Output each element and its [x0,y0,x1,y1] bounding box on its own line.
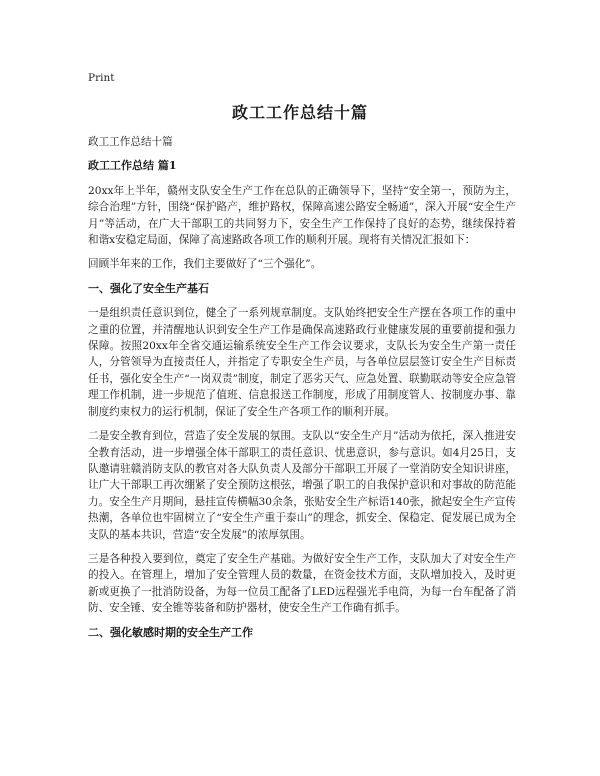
paragraph-responsibility: 一是组织责任意识到位，健全了一系列规章制度。支队始终把安全生产摆在各项工作的重中之重的位置，并清醒地认识到安全生产工作是确保高速路政行业健康发展的重要前提和强力保障。按照20xx年全省交通运输系统安全生产工作会议要求，支队长为安全生产第一责任人，分管领导为直接责任人，并指定了专职安全生产员，与各单位层层签订安全生产目标责任书，强化安全生产“一岗双责”制度，制定了恶劣天气、应急处置、联勤联动等安全应急管理工作机制，进一步规范了值班、信息报送工作制度，形成了用制度管人、按制度办事、靠制度约束权力的运行机制，保证了安全生产各项工作的顺利开展。 [88,307,516,418]
document-title: 政工工作总结十篇 [231,103,368,122]
document-subtitle: 政工工作总结十篇 [88,136,173,148]
paragraph-investment: 三是各种投入要到位，奠定了安全生产基础。为做好安全生产工作，支队加大了对安全生产的投入。在管理上，增加了安全管理人员的数量，在资金技术方面，支队增加投入，及时更新或更换了一批消防设备，为每一位员工配备了LED远程强光手电筒，为每一台车配备了消防、安全锤、安全锥等装备和防护器材，使安全生产工作确有抓手。 [88,552,516,615]
paragraph-summary: 回顾半年来的工作，我们主要做好了“三个强化”。 [88,258,322,271]
heading-two: 二、强化敏感时期的安全生产工作 [88,625,253,639]
section-heading: 政工工作总结 篇1 [88,159,177,173]
paragraph-intro: 20xx年上半年，赣州支队安全生产工作在总队的正确领导下，坚持“安全第一，预防为主，综合治理”方针，围绕“保护路产，维护路权，保障高速公路安全畅通”，深入开展“安全生产月”等活动，在广大干部职工的共同努力下，安全生产工作保持了良好的态势，继续保持着和谐x安稳定局面，保障了高速路政各项工作的顺利开展。现将有关情况汇报如下： [88,184,516,247]
heading-one: 一、强化了安全生产基石 [88,281,209,295]
document-body [88,134,516,649]
print-label: Print [88,72,115,84]
paragraph-education: 二是安全教育到位，营造了安全发展的氛围。支队以“安全生产月”活动为依托，深入推进安全教育活动，进一步增强全体干部职工的责任意识、忧患意识，参与意识。如4月25日，支队邀请驻赣消防支队的教官对各大队负责人及部分干部职工开展了一堂消防安全知识讲座，让广大干部职工再次绷紧了安全预防这根弦，增强了职工的自我保护意识和对事故的防范能力。安全生产月期间，悬挂宣传横幅30余条，张贴安全生产标语140张，掀起安全生产宣传热潮，各单位也牢固树立了“安全生产重于泰山”的理念，抓安全、保稳定、促发展已成为全支队的基本共识，营造“安全发展”的浓厚氛围。 [88,430,516,541]
